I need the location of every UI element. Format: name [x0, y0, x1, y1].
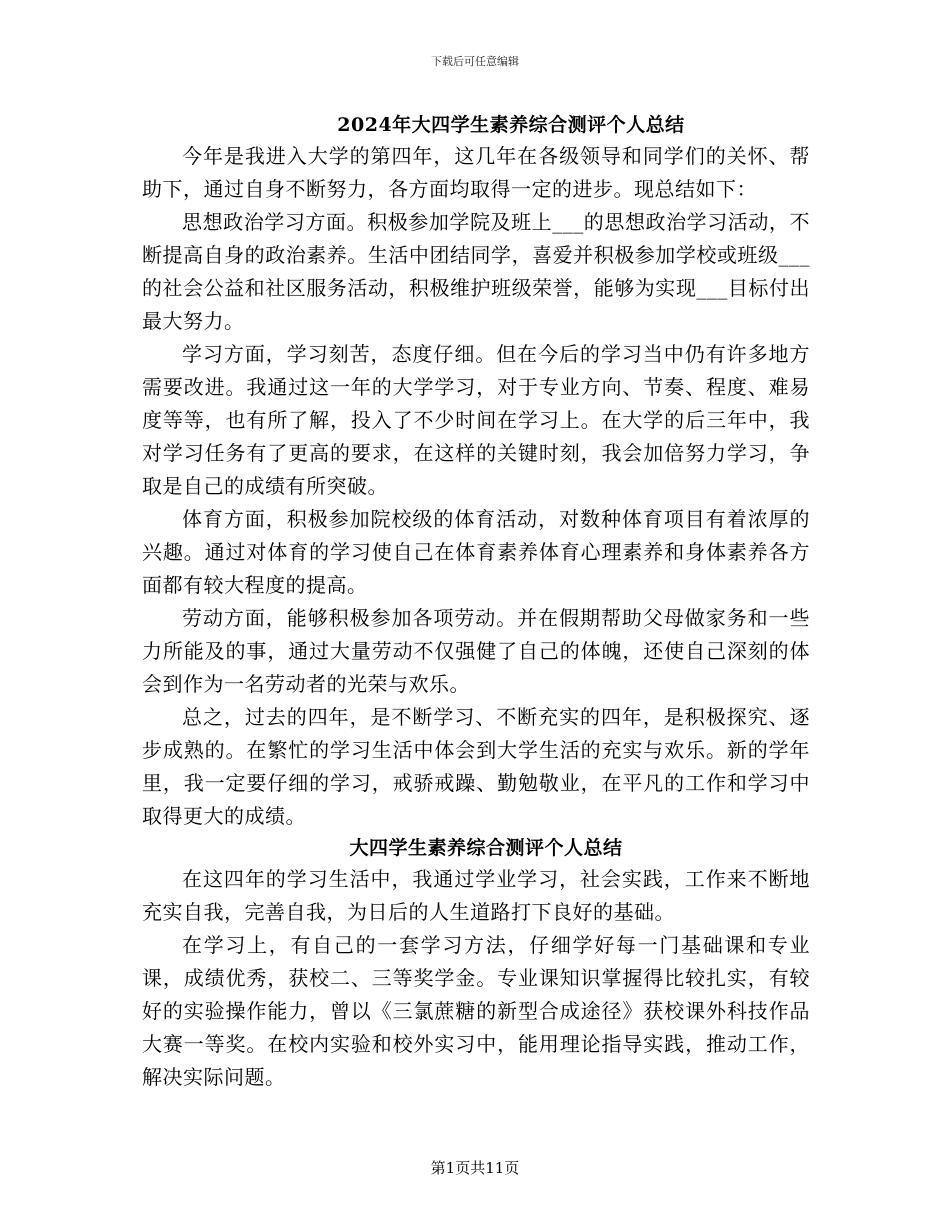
paragraph: 今年是我进入大学的第四年，这几年在各级领导和同学们的关怀、帮助下，通过自身不断努力，各方面均取得一定的进步。现总结如下：	[142, 144, 810, 201]
paragraph: 学习方面，学习刻苦，态度仔细。但在今后的学习当中仍有许多地方需要改进。我通过这一年的大学学习，对于专业方向、节奏、程度、难易度等等，也有所了解，投入了不少时间在学习上。在大学的后三年中，我对学习任务有了更高的要求，在这样的关键时刻，我会加倍努力学习，争取是自己的成绩有所突破。	[142, 342, 810, 498]
download-edit-note: 下载后可任意编辑	[431, 55, 519, 68]
paragraph: 思想政治学习方面。积极参加学院及班上___的思想政治学习活动，不断提高自身的政治素养。生活中团结同学，喜爱并积极参加学校或班级___的社会公益和社区服务活动，积极维护班级荣誉，能够为实现___目标付出最大努力。	[142, 210, 810, 333]
page-number: 第1页共11页	[430, 1159, 520, 1177]
section-title: 大四学生素养综合测评个人总结	[349, 837, 623, 859]
document-body	[142, 110, 810, 1094]
document-title: 2024年大四学生素养综合测评个人总结	[337, 114, 685, 136]
paragraph: 体育方面，积极参加院校级的体育活动，对数种体育项目有着浓厚的兴趣。通过对体育的学习使自己在体育素养体育心理素养和身体素养各方面都有较大程度的提高。	[142, 507, 810, 597]
paragraph: 在这四年的学习生活中，我通过学业学习，社会实践，工作来不断地充实自我，完善自我，为日后的人生道路打下良好的基础。	[142, 867, 810, 924]
paragraph: 劳动方面，能够积极参加各项劳动。并在假期帮助父母做家务和一些力所能及的事，通过大量劳动不仅强健了自己的体魄，还使自己深刻的体会到作为一名劳动者的光荣与欢乐。	[142, 606, 810, 696]
paragraph: 在学习上，有自己的一套学习方法，仔细学好每一门基础课和专业课，成绩优秀，获校二、三等奖学金。专业课知识掌握得比较扎实，有较好的实验操作能力，曾以《三氯蔗糖的新型合成途径》获校课外科技作品大赛一等奖。在校内实验和校外实习中，能用理论指导实践，推动工作，解决实际问题。	[142, 933, 810, 1089]
paragraph: 总之，过去的四年，是不断学习、不断充实的四年，是积极探究、逐步成熟的。在繁忙的学习生活中体会到大学生活的充实与欢乐。新的学年里，我一定要仔细的学习，戒骄戒躁、勤勉敬业，在平凡的工作和学习中取得更大的成绩。	[142, 705, 810, 828]
